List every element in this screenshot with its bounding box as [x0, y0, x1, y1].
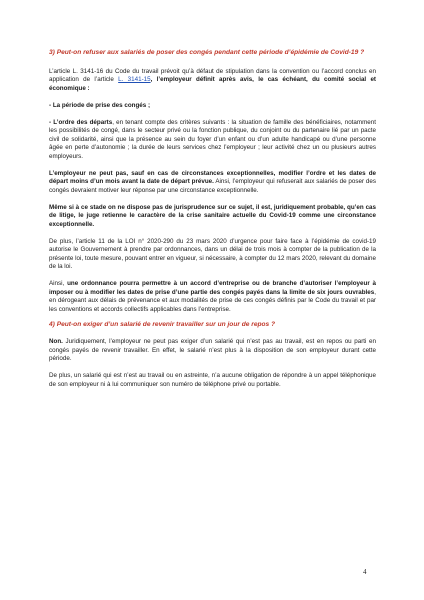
list-item-periode: - La période de prise des congés ; — [49, 101, 151, 109]
paragraph-article-3141-16 — [49, 68, 376, 94]
paragraph-text: L’article L. 3141-16 du Code du travail prévoit qu’à défaut de stipulation dans la convention ou l’accord conclus en application de l’article — [49, 67, 376, 84]
question-3-heading: 3) Peut-on refuser aux salariés de poser des congés pendant cette période d’épidémie de Covid-19 ? — [49, 49, 365, 56]
paragraph-bold-text: une ordonnance pourra permettre à un accord d’entreprise ou de branche d’autoriser l’employeur à imposer ou à modifier les dates de prise d’une partie des congés payés dans la limite de six jours ouvrables — [49, 280, 376, 296]
paragraph-ordonnance — [49, 280, 376, 314]
article-link[interactable]: L. 3141-15 — [118, 76, 151, 84]
paragraph-text: , en tenant compte des critères suivants : la situation de famille des bénéficiaires, notamment les possibilités de congé, dans le secteur privé ou la fonction publique, du conjoint ou du partenaire lié par un pacte civil de solidarité, ainsi que la présence au sein du foyer d’un enfant ou d’un adulte handicapé ou d’une personne âgée en perte d’autonomie ; la durée de leurs services chez l’employeur ; leur activité chez un ou plusieurs autres employeurs. — [49, 118, 376, 160]
paragraph-bold-text: Non. — [49, 338, 63, 346]
paragraph-astreinte: De plus, un salarié qui est n’est au travail ou en astreinte, n’a aucune obligation de répondre à un appel téléphonique de son employeur ni à lui communiquer son numéro de téléphone privé ou portable. — [49, 372, 376, 388]
paragraph-non — [49, 338, 376, 364]
paragraph-bold-text: L’employeur ne peut pas, sauf en cas de circonstances exceptionnelles, modifier l’ordre et les dates de départ moins d’un mois avant la date de départ prévue. — [49, 169, 376, 186]
paragraph-text: Ainsi, l’employeur qui refuserait aux salariés de poser des congés devraient motiver leur réponse par une circonstance exceptionnelle. — [49, 178, 376, 194]
paragraph-text: Ainsi, — [49, 280, 68, 288]
paragraph-bold-text: - L’ordre des départs — [49, 118, 113, 126]
question-4-heading: 4) Peut-on exiger d’un salarié de revenir travailler sur un jour de repos ? — [49, 321, 276, 329]
list-item-ordre-departs — [49, 119, 376, 162]
paragraph-loi-2020-290: De plus, l’article 11 de la LOI n° 2020-290 du 23 mars 2020 d’urgence pour faire face à l’épidémie de covid-19 autorise le Gouvernement à prendre par ordonnances, dans un délai de trois mois à compter de la publication de la présente loi, toute mesure, pouvant entrer en vigueur, si nécessaire, à compter du 12 mars 2020, relevant du domaine de la loi. — [49, 237, 376, 271]
paragraph-jurisprudence: Même si à ce stade on ne dispose pas de jurisprudence sur ce sujet, il est, juridiquement probable, qu’en cas de litige, le juge retienne le caractère de la crise sanitaire actuelle du Covid-19 comme une circonstance exceptionnelle. — [49, 203, 376, 228]
paragraph-bold-text: , l’employeur définit après avis, le cas échéant, du comité social et économique : — [49, 76, 377, 92]
document-page — [49, 49, 376, 389]
page-number: 4 — [363, 568, 367, 576]
paragraph-text: , en dérogeant aux délais de prévenance et aux modalités de prise de ces congés définis par le Code du travail et par les conventions et accords collectifs applicables dans l’entreprise. — [49, 288, 376, 313]
paragraph-employeur — [49, 170, 376, 196]
paragraph-text: Juridiquement, l’employeur ne peut pas exiger d’un salarié qui n’est pas au travail, est en repos ou parti en congés payés de revenir travailler. En effet, le salarié n’est plus à la disposition de son employeur durant cette période. — [49, 338, 376, 363]
